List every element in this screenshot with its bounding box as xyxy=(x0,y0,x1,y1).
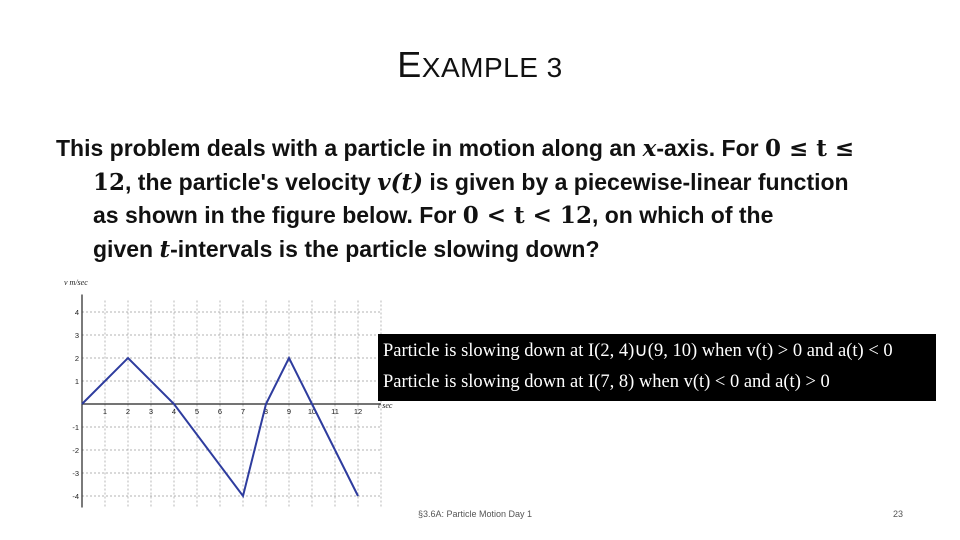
question-line-1: This problem deals with a particle in motion along an x-axis. For 0 ≤ t ≤ xyxy=(56,135,855,162)
answer-line-2: Particle is slowing down at I(7, 8) when v(t) < 0 and a(t) > 0 xyxy=(383,372,830,392)
y-tick-label: -2 xyxy=(72,446,79,455)
x-tick-label: 5 xyxy=(194,407,200,416)
y-tick-label: -3 xyxy=(72,469,79,478)
x-tick-label: 9 xyxy=(286,407,292,416)
x-tick-label: 1 xyxy=(102,407,108,416)
graph-axes xyxy=(82,295,381,508)
slide-title: EXAMPLE 3 xyxy=(397,44,563,85)
y-tick-label: 3 xyxy=(74,331,79,340)
y-tick-label: 1 xyxy=(74,377,79,386)
question-line-4: given t-intervals is the particle slowing down? xyxy=(93,235,600,263)
y-tick-label: -4 xyxy=(72,492,79,501)
x-tick-label: 4 xyxy=(171,407,177,416)
x-tick-label: 2 xyxy=(125,407,131,416)
x-tick-label: 10 xyxy=(307,407,317,416)
y-tick-label: -1 xyxy=(72,423,79,432)
question-line-2: 12, the particle's velocity v(t) is given by a piecewise-linear function xyxy=(93,168,849,196)
answer-box xyxy=(378,334,936,401)
footer-text: §3.6A: Particle Motion Day 1 xyxy=(418,509,533,519)
x-tick-label: 3 xyxy=(148,407,154,416)
velocity-graph xyxy=(60,272,393,512)
y-axis-label: v m/sec xyxy=(64,278,88,287)
x-tick-label: 11 xyxy=(331,407,339,416)
x-tick-label: 7 xyxy=(240,407,246,416)
answer-line-1: Particle is slowing down at I(2, 4)∪(9, 10) when v(t) > 0 and a(t) < 0 xyxy=(383,341,893,361)
y-tick-label: 4 xyxy=(74,308,79,317)
question-line-3: as shown in the figure below. For 0 < t < 12, on which of the xyxy=(93,202,774,229)
page-number: 23 xyxy=(893,509,904,519)
y-tick-label: 2 xyxy=(74,354,79,363)
x-axis-label: t sec xyxy=(378,401,393,410)
x-tick-label: 6 xyxy=(217,407,223,416)
x-tick-label: 12 xyxy=(353,407,363,416)
x-tick-label: 8 xyxy=(263,407,269,416)
question-text xyxy=(56,132,916,266)
